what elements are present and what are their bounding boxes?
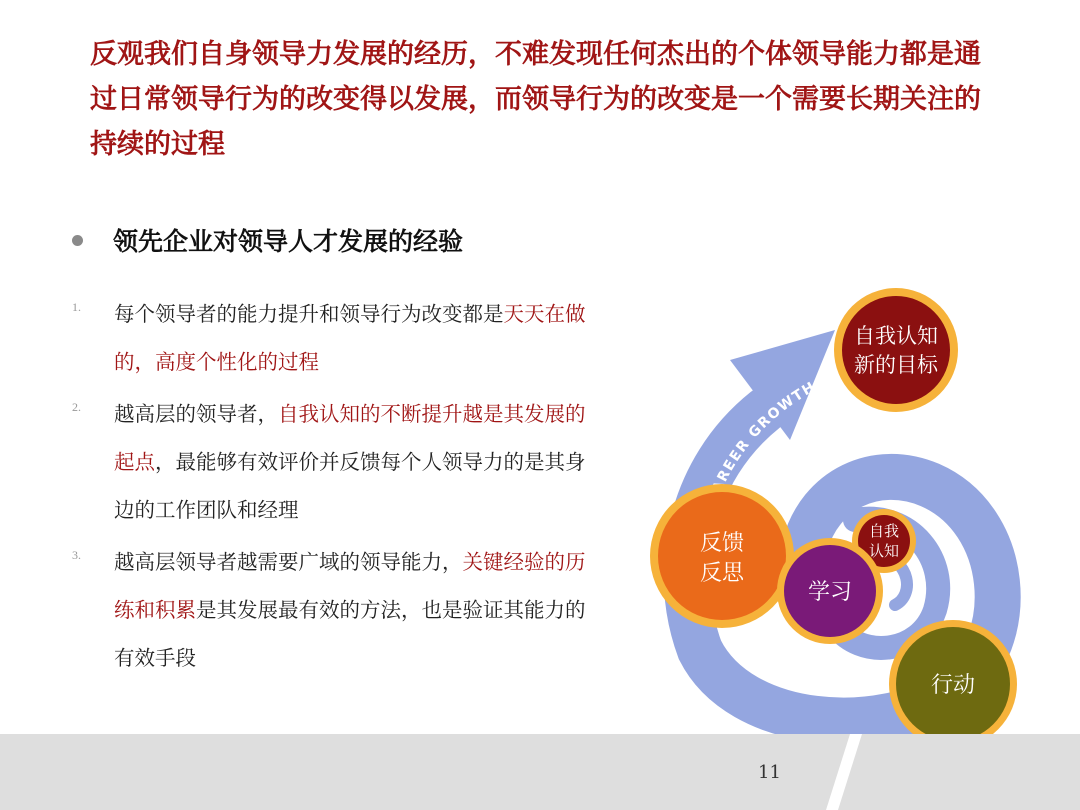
career-growth-label: REER GROWTH: [714, 378, 819, 485]
self-label-2: 认知: [868, 542, 900, 560]
self-label-1: 自我: [868, 522, 900, 540]
goal-circle: [834, 288, 958, 412]
act-label: 行动: [930, 673, 976, 698]
goal-label-1: 自我认知: [854, 324, 938, 348]
body-text: ，最能够有效评价并反馈每个人领导力的是其身边的工作团队和经理: [114, 450, 586, 522]
goal-label-2: 新的目标: [854, 353, 938, 377]
highlight-text: 关键经验的历练和积累: [114, 550, 586, 622]
body-text: 越高层领导者越需要广域的领导能力，: [114, 550, 463, 574]
body-text: 每个领导者的能力提升和领导行为改变都是: [114, 302, 504, 326]
slide-title: 反观我们自身领导力发展的经历，不难发现任何杰出的个体领导能力都是通过日常领导行为的改变得以发展，而领导行为的改变是一个需要长期关注的持续的过程: [90, 39, 981, 160]
footer-bar: [0, 734, 1080, 810]
body-text: 越高层的领导者，: [114, 402, 278, 426]
item-number: 1.: [72, 300, 81, 314]
learn-circle: [777, 538, 883, 644]
bullet-heading-text: 领先企业对领导人才发展的经验: [113, 227, 464, 256]
item-number: 3.: [72, 548, 81, 562]
feedback-label-1: 反馈: [699, 531, 745, 556]
feedback-circle: [650, 484, 794, 628]
highlight-text: 天天在做的，高度个性化的过程: [114, 302, 586, 374]
feedback-label-2: 反思: [699, 561, 745, 586]
page-number: 11: [758, 762, 781, 783]
act-circle: [889, 620, 1017, 748]
item-number: 2.: [72, 400, 81, 414]
footer-slash-decoration: [0, 734, 1080, 810]
learn-label: 学习: [807, 580, 853, 605]
body-text: 是其发展最有效的方法，也是验证其能力的有效手段: [114, 598, 586, 670]
highlight-text: 自我认知的不断提升越是其发展的起点: [114, 402, 586, 474]
